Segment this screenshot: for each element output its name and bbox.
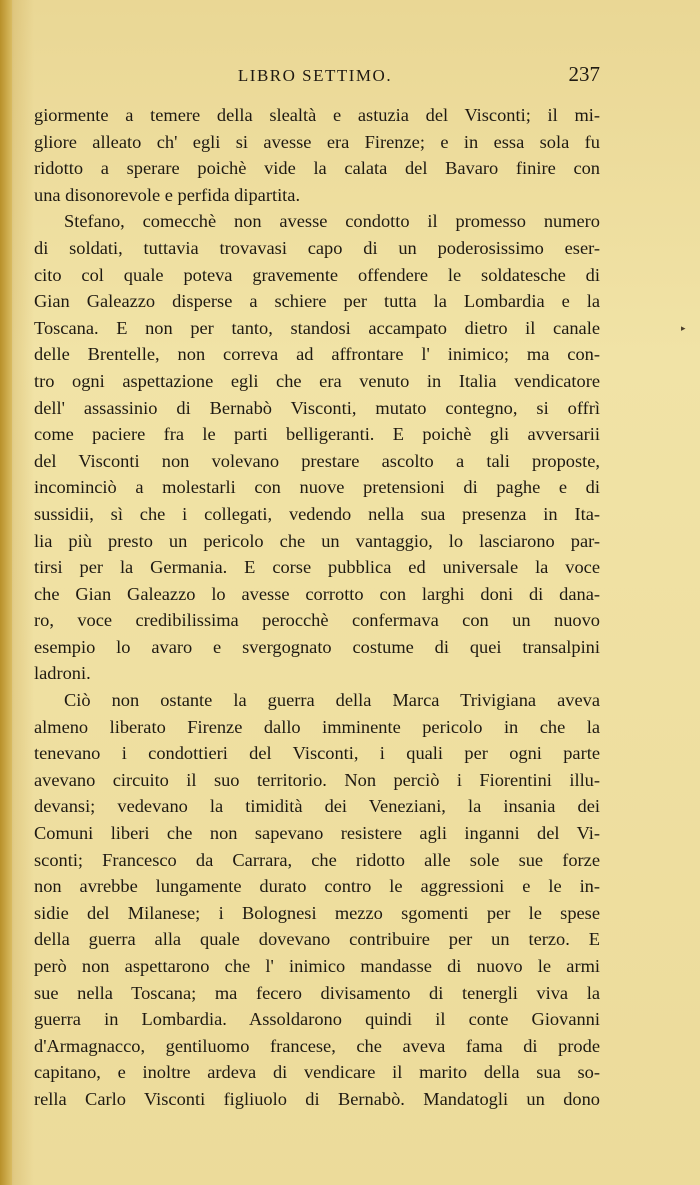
text-line: incominciò a molestarli con nuove pretensioni di paghe e di bbox=[34, 477, 600, 498]
text-line: Toscana. E non per tanto, standosi accampato dietro il canale bbox=[34, 317, 600, 338]
text-line: lia più presto un pericolo che un vantaggio, lo lasciarono par- bbox=[34, 530, 600, 551]
paragraph bbox=[34, 102, 600, 208]
margin-mark: ▸ bbox=[681, 323, 686, 333]
text-line: guerra in Lombardia. Assoldarono quindi il conte Giovanni bbox=[34, 1009, 600, 1030]
text-line: di soldati, tuttavia trovavasi capo di un poderosissimo eser- bbox=[34, 237, 600, 258]
text-line: che Gian Galeazzo lo avesse corrotto con larghi doni di dana- bbox=[34, 583, 600, 604]
page-number: 237 bbox=[568, 62, 600, 86]
running-title: LIBRO SETTIMO. bbox=[237, 66, 393, 85]
text-line: Stefano, comecchè non avesse condotto il promesso numero bbox=[64, 211, 600, 232]
text-line: però non aspettarono che l' inimico mandasse di nuovo le armi bbox=[34, 956, 600, 976]
text-line: ro, voce credibilissima perocchè confermava con un nuovo bbox=[34, 610, 600, 631]
text-line: sconti; Francesco da Carrara, che ridotto alle sole sue forze bbox=[34, 849, 600, 870]
text-line: dell' assassinio di Bernabò Visconti, mutato contegno, si offrì bbox=[34, 397, 600, 418]
text-line: come paciere fra le parti belligeranti. E poichè gli avversarii bbox=[34, 424, 600, 445]
text-line: ridotto a sperare poichè vide la calata del Bavaro finire con bbox=[34, 158, 600, 179]
text-line: sussidii, sì che i collegati, vedendo nella sua presenza in Ita- bbox=[34, 503, 600, 524]
text-line: ladroni. bbox=[34, 663, 91, 684]
running-header bbox=[30, 62, 600, 96]
paragraph bbox=[34, 687, 600, 1113]
text-line: tenevano i condottieri del Visconti, i quali per ogni parte bbox=[34, 743, 600, 764]
paragraph bbox=[34, 208, 600, 687]
text-line: delle Brentelle, non correva ad affrontare l' inimico; ma con- bbox=[34, 344, 600, 365]
text-line: capitano, e inoltre ardeva di vendicare il marito della sua so- bbox=[34, 1062, 600, 1083]
text-line: esempio lo avaro e svergognato costume di quei transalpini bbox=[34, 636, 600, 657]
text-line: Ciò non ostante la guerra della Marca Trivigiana aveva bbox=[64, 690, 600, 711]
text-line: una disonorevole e perfida dipartita. bbox=[34, 184, 301, 205]
text-line: sidie del Milanese; i Bolognesi mezzo sgomenti per le spese bbox=[34, 902, 600, 923]
text-line: del Visconti non volevano prestare ascolto a tali proposte, bbox=[34, 450, 600, 471]
text-line: avevano circuito il suo territorio. Non perciò i Fiorentini illu- bbox=[34, 769, 600, 790]
text-line: tro ogni aspettazione egli che era venuto in Italia vendicatore bbox=[34, 370, 600, 391]
text-line: rella Carlo Visconti figliuolo di Bernabò. Mandatogli un dono bbox=[34, 1088, 600, 1109]
text-line: almeno liberato Firenze dallo imminente pericolo in che la bbox=[34, 716, 600, 737]
text-line: Comuni liberi che non sapevano resistere agli inganni del Vi- bbox=[34, 823, 600, 844]
text-line: della guerra alla quale dovevano contribuire per un terzo. E bbox=[34, 929, 600, 950]
text-line: sue nella Toscana; ma fecero divisamento di tenergli viva la bbox=[34, 982, 600, 1003]
text-line: Gian Galeazzo disperse a schiere per tutta la Lombardia e la bbox=[34, 291, 600, 312]
text-line: giormente a temere della slealtà e astuzia del Visconti; il mi- bbox=[34, 105, 600, 125]
text-line: d'Armagnacco, gentiluomo francese, che aveva fama di prode bbox=[34, 1035, 600, 1056]
page-binding-edge bbox=[0, 0, 12, 1185]
text-line: gliore alleato ch' egli si avesse era Firenze; e in essa sola fu bbox=[34, 131, 600, 152]
body-text bbox=[34, 102, 600, 1113]
text-line: devansi; vedevano la timidità dei Veneziani, la insania dei bbox=[34, 796, 600, 817]
text-line: non avrebbe lungamente durato contro le aggressioni e le in- bbox=[34, 876, 600, 897]
text-line: cito col quale poteva gravemente offendere le soldatesche di bbox=[34, 264, 600, 285]
text-line: tirsi per la Germania. E corse pubblica ed universale la voce bbox=[34, 557, 600, 578]
